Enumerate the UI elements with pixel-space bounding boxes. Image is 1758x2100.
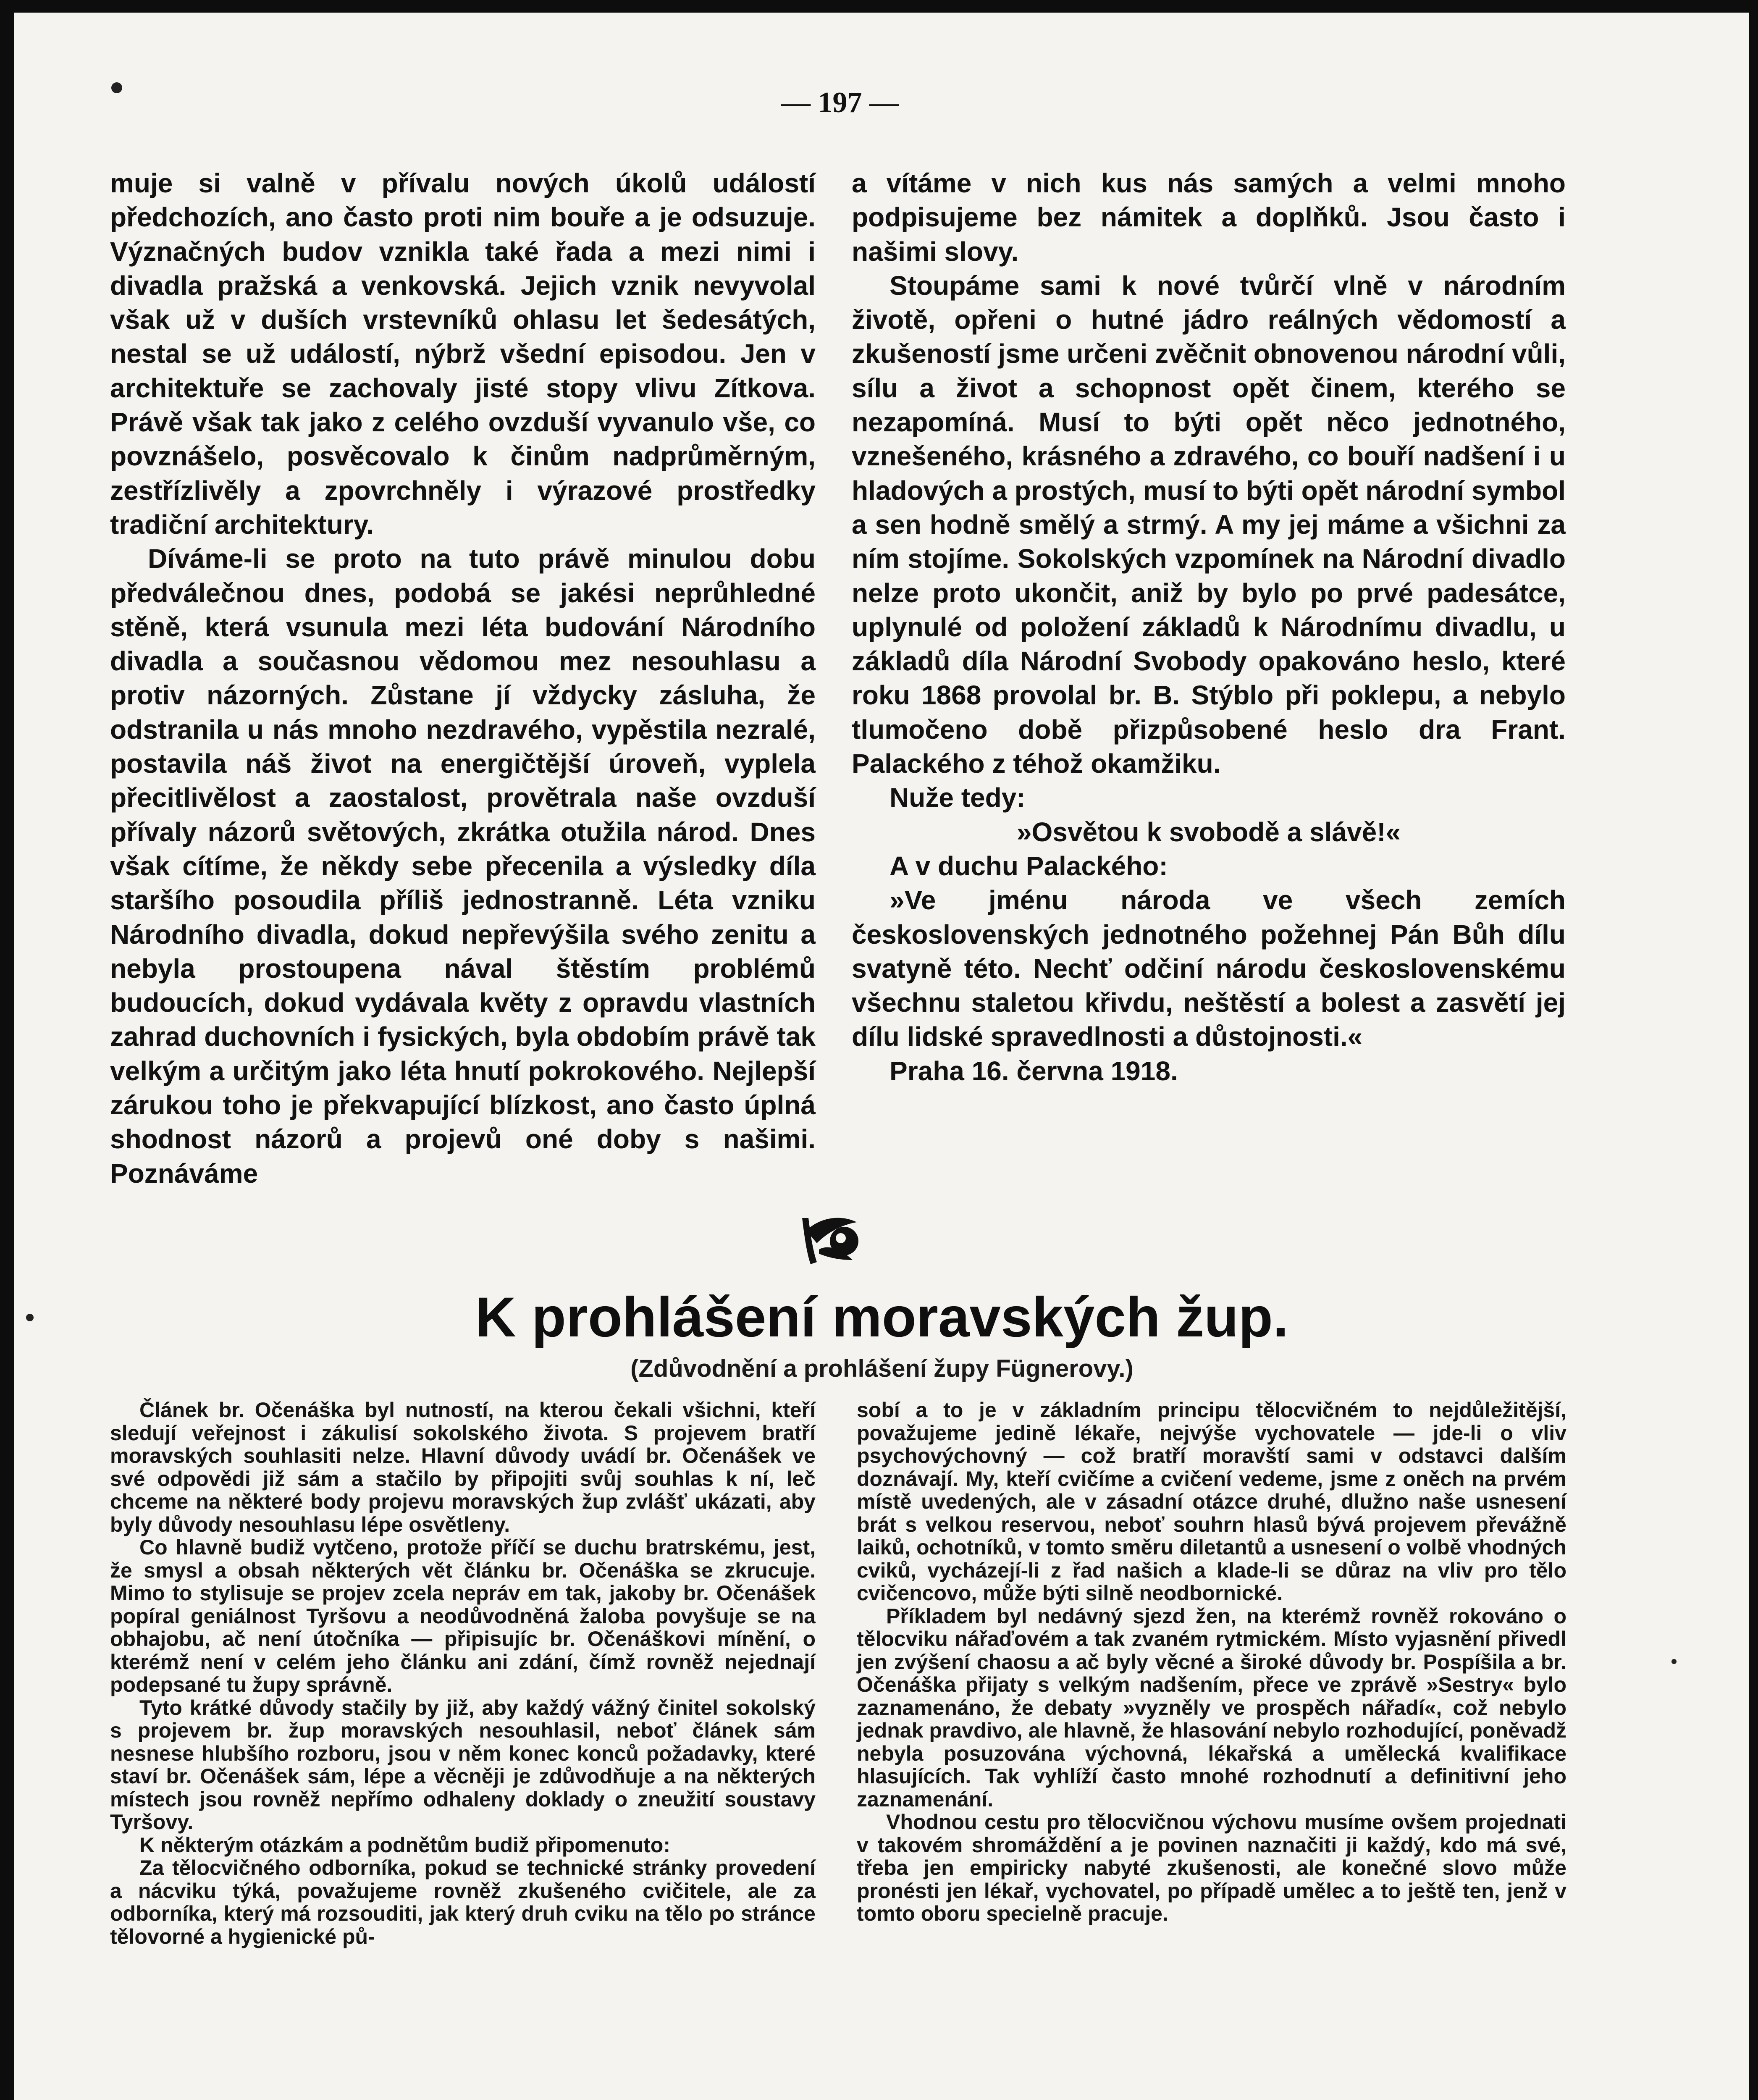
paragraph: muje si valně v přívalu nových úkolů událostí předchozích, ano často proti nim bouře a je odsuzuje. Význačných budov vznikla také řada a mezi nimi i divadla pražská a venkovská. Jejich vznik nevyvolal však už v duších vrstevníků ohlasu let šedesátých, nestal se už událostí, nýbrž všední episodou. Jen v architektuře se zachovaly jisté stopy vlivu Zítkova. Právě však tak jako z celého ovzduší vyvanulo vše, co povznášelo, posvěcovalo k činům nadprůměrným, zestřízlivěly a zpovrchněly i výrazové prostředky tradiční architektury. (110, 168, 816, 540)
paragraph: K některým otázkám a podnětům budiž připomenuto: (139, 1833, 670, 1857)
scan-border-top (0, 0, 1758, 13)
paragraph: Stoupáme sami k nové tvůrčí vlně v národním životě, opřeni o hutné jádro reálných vědomostí a zkušeností jsme určeni zvěčnit obnovenou národní vůli, sílu a život a schopnost opět činem, kterého se nezapomíná. Musí to býti opět něco jednotného, vznešeného, krásného a zdravého, co bouří nadšení i u hladových a prostých, musí to býti opět národní symbol a sen hodně smělý a strmý. A my jej máme a všichni za ním stojíme. Sokolských vzpomínek na Národní divadlo nelze proto ukončit, aniž by bylo po prvé padesátce, uplynulé od položení základů k Národnímu divadlu, u základů díla Národní Svobody opakováno heslo, které roku 1868 provolal br. B. Stýblo při poklepu, a nebylo tlumočeno době přizpůsobené heslo dra Frant. Palackého z téhož okamžiku. (852, 270, 1566, 779)
paragraph: »Osvětou k svobodě a slávě!« (1016, 816, 1401, 847)
paragraph: Nuže tedy: (889, 782, 1026, 813)
paragraph: Za tělocvičného odborníka, pokud se technické stránky provedení a nácviku týká, považujeme rovněž zkušeného cvičitele, ale za odborníka, který má rozsouditi, jak který druh cviku na tělo po stránce tělovorné a hygienické pů- (110, 1856, 816, 1948)
scan-border-right (1749, 0, 1758, 2100)
ink-speck (26, 1314, 34, 1321)
ink-speck (111, 82, 122, 93)
paragraph: Co hlavně budiž vytčeno, protože příčí se duchu bratrskému, jest, že smysl a obsah některých vět článku br. Očenáška se zkrucuje. Mimo to stylisuje se projev zcela nepráv em tak, jakoby br. Očenášek popíral geniálnost Tyršovu a neodůvodněná žaloba povyšuje se na obhajobu, ač není útočníka — připisujíc br. Očenáškovi mínění, o kterémž není v celém jeho článku ani zdání, čímž rovněž nejednají podepsané tu župy správně. (110, 1536, 816, 1696)
paragraph: Článek br. Očenáška byl nutností, na kterou čekali všichni, kteří sledují veřejnost i zákulisí sokolského života. S projevem bratří moravských souhlasiti nelze. Hlavní důvody uvádí br. Očenášek ve své odpovědi již sám a stačilo by připojiti svůj souhlas k ní, leč chceme na některé body projevu moravských žup zvlášť ukázati, aby byly důvody nesouhlasu lépe osvětleny. (110, 1398, 816, 1536)
top-left-column (110, 166, 816, 1191)
paragraph: sobí a to je v základním principu tělocvičném to nejdůležitější, považujeme jedině lékaře, nejvýše vychovatele — jde-li o vliv psychovýchovný — což bratří moravští sami v odstavci dalším doznávají. My, kteří cvičíme a cvičení vedeme, jsme z oněch na prvém místě uvedených, ale v zásadní otázce druhé, dlužno naše usnesení brát s velkou reservou, neboť souhrn hlasů bývá projevem převážně laiků, ochotníků, v tomto směru diletantů a usnesení o volbě vhodných cviků, vycházejí-li z řad našich a klade-li se důraz na vliv pro tělo cvičencovo, může býti silně neodbornické. (857, 1398, 1566, 1605)
paragraph: Díváme-li se proto na tuto právě minulou dobu předválečnou dnes, podobá se jakési neprůhledné stěně, která vsunula mezi léta budování Národního divadla a současnou vědomou mez nesouhlasu a protiv názorných. Zůstane jí vždycky zásluha, že odstranila u nás mnoho nezdravého, vypěstila nezralé, postavila náš život na energičtější úroveň, vyplela přecitlivělost a zaostalost, provětrala naše ovzduší přívaly názorů světových, zkrátka otužila národ. Dnes však cítíme, že někdy sebe přecenila a výsledky díla staršího posoudila příliš jednostranně. Léta vzniku Národního divadla, dokud nepřevýšila svého zenitu a nebyla prostoupena nával štěstím problémů budoucích, dokud vydávala květy z opravdu vlastních zahrad duchovních i fysických, byla obdobím právě tak velkým a určitým jako léta hnutí pokrokového. Nejlepší zárukou toho je překvapující blízkost, ano často úplná shodnost názorů a projevů oné doby s našimi. Poznáváme (110, 543, 816, 1189)
article-title: K prohlášení moravských žup. (475, 1286, 1289, 1349)
paragraph: Vhodnou cestu pro tělocvičnou výchovu musíme ovšem projednati v takovém shromáždění a je povinen naznačiti ji každý, kdo má své, třeba jen empiricky nabyté zkušenosti, ale konečné slovo může pronésti jen lékař, vychovatel, po případě umělec a to ještě ten, jenž v tomto oboru specielně pracuje. (857, 1810, 1566, 1925)
page-number: — 197 — (781, 87, 899, 119)
paragraph: Tyto krátké důvody stačily by již, aby každý vážný činitel sokolský s projevem br. žup moravských nesouhlasil, neboť článek sám nesnese hlubšího rozboru, jsou v něm konec konců požadavky, které staví br. Očenášek sám, lépe a věcněji je zdůvodňuje a na některých místech jsou rovněž nepřímo odhaleny doklady o zneužití soustavy Tyršovy. (110, 1696, 816, 1834)
paragraph: Příkladem byl nedávný sjezd žen, na kterémž rovněž rokováno o tělocviku nářaďovém a tak zvaném rytmickém. Místo vyjasnění přivedl jen zvýšení chaosu a ač byly věcné a široké důvody br. Pospíšila a br. Očenáška přijaty s velkým nadšením, přece ve zprávě »Sestry« bylo zaznamenáno, že debaty »vyzněly ve prospěch nářadí«, což nebylo jednak pravdivo, ale hlavně, že hlasování nebylo rozhodující, poněvadž nebyla posuzována výchovná, lékařská a umělecká kvalifikace hlasujících. Tak vyhlíží často mnohé rozhodnutí a definitivní jeho zaznamenání. (857, 1604, 1566, 1811)
paragraph: Praha 16. června 1918. (889, 1055, 1178, 1086)
paragraph: a vítáme v nich kus nás samých a velmi mnoho podpisujeme bez námitek a doplňků. Jsou často i našimi slovy. (852, 168, 1566, 267)
paragraph: A v duchu Palackého: (889, 850, 1168, 881)
top-right-column (852, 166, 1566, 1088)
paragraph: »Ve jménu národa ve všech zemích československých jednotného požehnej Pán Bůh dílu svatyně této. Nechť odčiní národu československému všechnu staletou křivdu, neštěstí a bolest a zasvětí jej dílu lidské spravedlnosti a důstojnosti.« (852, 885, 1566, 1052)
scan-border-left (0, 0, 14, 2100)
article-subtitle: (Zdůvodnění a prohlášení župy Fügnerovy.) (630, 1355, 1134, 1382)
ink-speck (1671, 1659, 1677, 1664)
leaf-ornament-icon (794, 1201, 869, 1268)
bottom-right-column (857, 1399, 1566, 1925)
bottom-left-column (110, 1399, 816, 1948)
